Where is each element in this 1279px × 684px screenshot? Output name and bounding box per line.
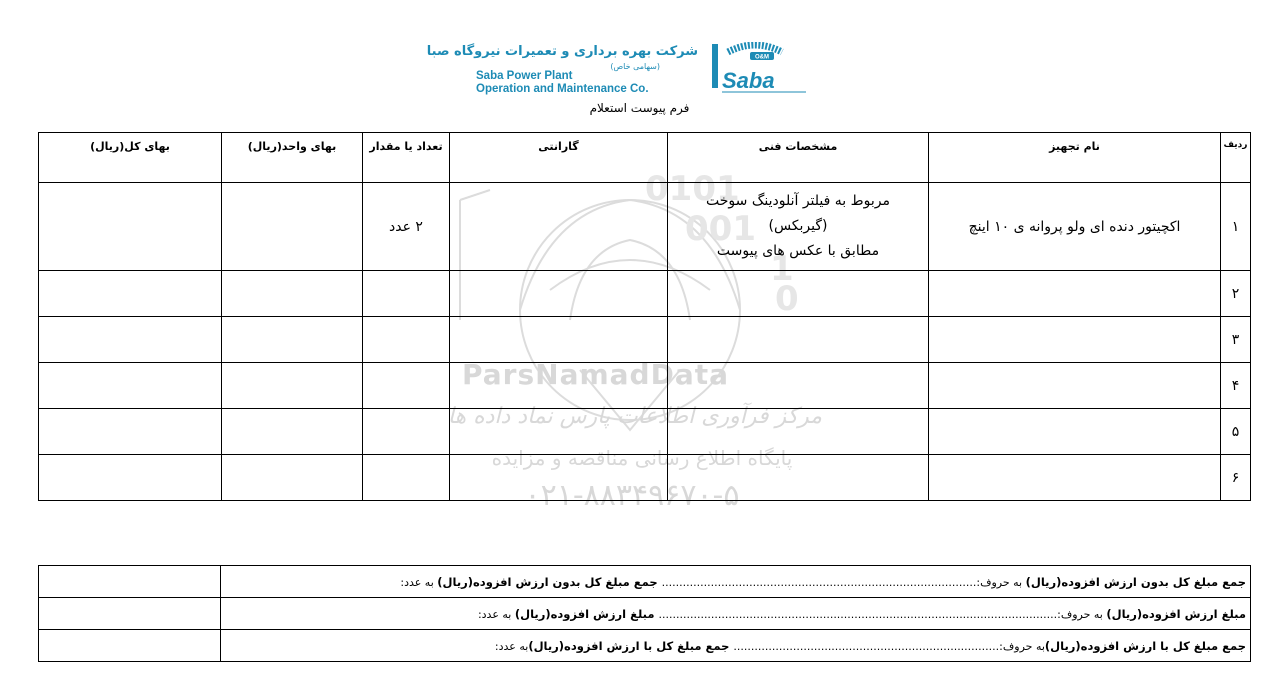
vat-amount-label: مبلغ ارزش افزوده(ریال) به حروف:.................................................................................................................. مبلغ ارزش افزوده(ریال) به عدد: xyxy=(221,598,1251,630)
header-spec: مشخصات فنی xyxy=(668,133,929,183)
total-price-cell xyxy=(39,183,222,271)
company-header xyxy=(426,42,810,102)
unit-price-cell xyxy=(222,363,363,409)
quantity-cell xyxy=(363,363,450,409)
unit-price-cell xyxy=(222,183,363,271)
company-type-fa: (سهامی خاص) xyxy=(610,62,660,71)
table-row xyxy=(39,317,1251,363)
total-with-vat-label: جمع مبلغ کل با ارزش افزوده(ریال)به حروف:............................................................................ جمع مبلغ کل با ارزش افزوده(ریال)به عدد: xyxy=(221,630,1251,662)
warranty-cell xyxy=(450,271,668,317)
spec-line: مطابق با عکس های پیوست xyxy=(716,243,880,259)
equipment-name xyxy=(929,363,1221,409)
quantity-cell xyxy=(363,271,450,317)
total-price-cell xyxy=(39,317,222,363)
unit-price-cell xyxy=(222,409,363,455)
row-number: ۳ xyxy=(1221,317,1251,363)
technical-spec xyxy=(668,271,929,317)
company-name-fa: شرکت بهره برداری و تعمیرات نیروگاه صبا xyxy=(426,44,698,59)
quantity-cell xyxy=(363,409,450,455)
total-price-cell xyxy=(39,455,222,501)
unit-price-cell xyxy=(222,317,363,363)
table-row xyxy=(39,409,1251,455)
logo-badge: O&M xyxy=(755,54,769,61)
equipment-name xyxy=(929,317,1221,363)
equipment-name xyxy=(929,271,1221,317)
totals-table xyxy=(38,565,1251,662)
row-number: ۵ xyxy=(1221,409,1251,455)
technical-spec xyxy=(668,409,929,455)
table-header-row xyxy=(39,133,1251,183)
logo-word: Saba xyxy=(722,68,775,93)
total-price-cell xyxy=(39,271,222,317)
total-without-vat-label: جمع مبلغ کل بدون ارزش افزوده(ریال) به حروف:.......................................................................................... جمع مبلغ کل بدون ارزش افزوده(ریال) به عدد: xyxy=(221,566,1251,598)
totals-row xyxy=(39,598,1251,630)
header-name: نام تجهیز xyxy=(929,133,1221,183)
warranty-cell xyxy=(450,409,668,455)
svg-text:1: 1 xyxy=(770,249,794,289)
warranty-cell xyxy=(450,317,668,363)
warranty-cell xyxy=(450,183,668,271)
total-with-vat-value xyxy=(39,630,221,662)
vat-amount-value xyxy=(39,598,221,630)
header-total-price: بهای کل(ریال) xyxy=(39,133,222,183)
warranty-cell xyxy=(450,363,668,409)
watermark-subtitle: مرکز فرآوری اطلاعات پارس نماد داده ها xyxy=(447,404,822,429)
header-qty: تعداد یا مقدار xyxy=(363,133,450,183)
header-unit-price: بهای واحد(ریال) xyxy=(222,133,363,183)
table-row xyxy=(39,455,1251,501)
quantity-cell xyxy=(363,317,450,363)
quantity-cell xyxy=(363,455,450,501)
watermark-phone: ۰۲۱-۸۸۳۴۹۶۷۰-۵ xyxy=(524,478,740,513)
row-number: ۱ xyxy=(1221,183,1251,271)
svg-text:0: 0 xyxy=(775,279,799,319)
spec-line: (گیربکس) xyxy=(768,218,828,234)
row-number: ۴ xyxy=(1221,363,1251,409)
header-warranty: گارانتی xyxy=(450,133,668,183)
items-table xyxy=(38,132,1251,501)
watermark-title: ParsNamadData xyxy=(462,358,729,391)
spec-line: مربوط به فیلتر آنلودینگ سوخت xyxy=(706,193,890,209)
totals-row xyxy=(39,630,1251,662)
equipment-name xyxy=(929,409,1221,455)
row-number: ۶ xyxy=(1221,455,1251,501)
quantity-cell: ۲ عدد xyxy=(363,183,450,271)
form-title: فرم پیوست استعلام xyxy=(589,101,690,115)
technical-spec xyxy=(668,317,929,363)
table-row xyxy=(39,271,1251,317)
technical-spec xyxy=(668,455,929,501)
equipment-name: اکچیتور دنده ای ولو پروانه ی ۱۰ اینچ xyxy=(929,183,1221,271)
technical-spec xyxy=(668,183,929,271)
equipment-name xyxy=(929,455,1221,501)
technical-spec xyxy=(668,363,929,409)
table-row xyxy=(39,363,1251,409)
svg-text:0101: 0101 xyxy=(645,170,740,209)
warranty-cell xyxy=(450,455,668,501)
saba-logo-icon xyxy=(710,42,810,97)
table-row xyxy=(39,183,1251,271)
unit-price-cell xyxy=(222,271,363,317)
row-number: ۲ xyxy=(1221,271,1251,317)
header-radif: ردیف xyxy=(1221,133,1251,183)
company-name-en-line2: Operation and Maintenance Co. xyxy=(476,83,649,95)
svg-text:001: 001 xyxy=(685,209,756,249)
total-price-cell xyxy=(39,409,222,455)
total-price-cell xyxy=(39,363,222,409)
unit-price-cell xyxy=(222,455,363,501)
total-without-vat-value xyxy=(39,566,221,598)
totals-row xyxy=(39,566,1251,598)
company-name-en-line1: Saba Power Plant xyxy=(476,70,573,82)
watermark-tagline: پایگاه اطلاع رسانی مناقصه و مزایده xyxy=(491,446,793,470)
